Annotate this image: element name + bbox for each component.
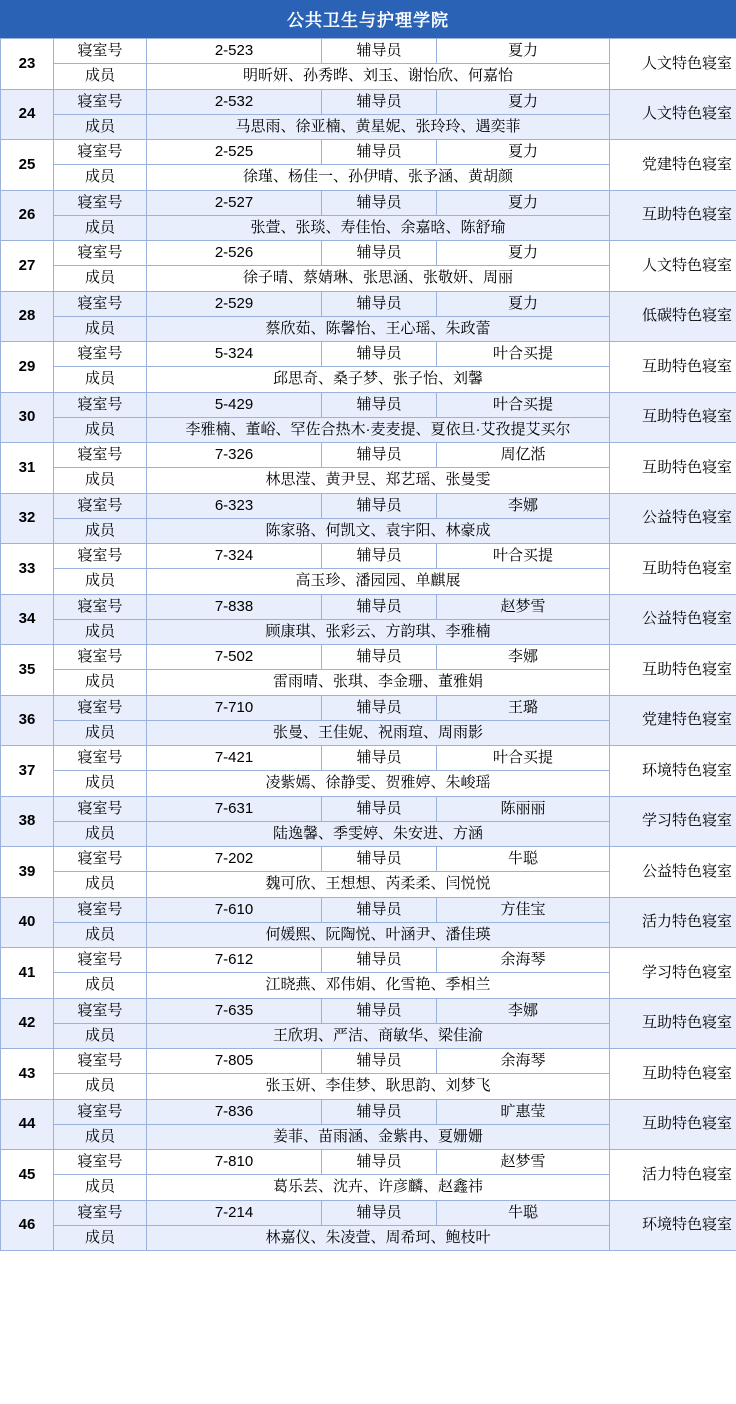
room-label: 寝室号: [54, 342, 147, 367]
dorm-type-badge: 公益特色寝室: [610, 847, 736, 898]
members-list: 雷雨晴、张琪、李金珊、董雅娟: [147, 670, 610, 695]
members-label: 成员: [54, 1023, 147, 1048]
row-index: 25: [1, 140, 54, 191]
table-row: [1, 998, 736, 1023]
members-label: 成员: [54, 64, 147, 89]
dorm-type-badge: 低碳特色寝室: [610, 291, 736, 342]
room-number: 7-612: [147, 948, 322, 973]
row-index: 24: [1, 89, 54, 140]
advisor-name: 叶合买提: [437, 342, 610, 367]
advisor-name: 夏力: [437, 190, 610, 215]
room-label: 寝室号: [54, 645, 147, 670]
advisor-name: 李娜: [437, 645, 610, 670]
room-number: 7-326: [147, 443, 322, 468]
advisor-name: 余海琴: [437, 948, 610, 973]
members-list: 林思滢、黄尹昱、郑艺瑶、张曼雯: [147, 468, 610, 493]
members-label: 成员: [54, 417, 147, 442]
members-list: 王欣玥、严洁、商敏华、梁佳渝: [147, 1023, 610, 1048]
advisor-label: 辅导员: [322, 948, 437, 973]
row-index: 33: [1, 544, 54, 595]
table-row: [1, 291, 736, 316]
room-number: 2-527: [147, 190, 322, 215]
advisor-name: 夏力: [437, 89, 610, 114]
members-list: 魏可欣、王想想、芮柔柔、闫悦悦: [147, 872, 610, 897]
advisor-label: 辅导员: [322, 594, 437, 619]
dorm-type-badge: 互助特色寝室: [610, 1099, 736, 1150]
members-label: 成员: [54, 569, 147, 594]
room-label: 寝室号: [54, 695, 147, 720]
advisor-name: 夏力: [437, 291, 610, 316]
room-label: 寝室号: [54, 594, 147, 619]
members-label: 成员: [54, 114, 147, 139]
members-label: 成员: [54, 316, 147, 341]
room-label: 寝室号: [54, 493, 147, 518]
table-row: [1, 645, 736, 670]
row-index: 30: [1, 392, 54, 443]
room-number: 2-523: [147, 39, 322, 64]
advisor-label: 辅导员: [322, 140, 437, 165]
room-label: 寝室号: [54, 796, 147, 821]
room-number: 7-214: [147, 1200, 322, 1225]
row-index: 45: [1, 1150, 54, 1201]
room-number: 7-838: [147, 594, 322, 619]
dorm-type-badge: 活力特色寝室: [610, 897, 736, 948]
room-label: 寝室号: [54, 544, 147, 569]
advisor-name: 赵梦雪: [437, 1150, 610, 1175]
advisor-name: 叶合买提: [437, 544, 610, 569]
room-label: 寝室号: [54, 1150, 147, 1175]
members-label: 成员: [54, 468, 147, 493]
room-number: 2-525: [147, 140, 322, 165]
roster-body: [1, 39, 736, 1251]
members-label: 成员: [54, 1074, 147, 1099]
room-label: 寝室号: [54, 241, 147, 266]
room-number: 2-529: [147, 291, 322, 316]
members-label: 成员: [54, 771, 147, 796]
dorm-type-badge: 人文特色寝室: [610, 89, 736, 140]
advisor-label: 辅导员: [322, 847, 437, 872]
room-number: 7-805: [147, 1049, 322, 1074]
room-number: 7-202: [147, 847, 322, 872]
room-label: 寝室号: [54, 746, 147, 771]
row-index: 29: [1, 342, 54, 393]
row-index: 39: [1, 847, 54, 898]
room-label: 寝室号: [54, 897, 147, 922]
members-list: 何媛熙、阮陶悦、叶涵尹、潘佳瑛: [147, 922, 610, 947]
room-label: 寝室号: [54, 1049, 147, 1074]
advisor-name: 李娜: [437, 998, 610, 1023]
room-number: 7-810: [147, 1150, 322, 1175]
members-label: 成员: [54, 922, 147, 947]
dorm-type-badge: 互助特色寝室: [610, 342, 736, 393]
advisor-name: 余海琴: [437, 1049, 610, 1074]
advisor-name: 王璐: [437, 695, 610, 720]
row-index: 37: [1, 746, 54, 797]
members-list: 邱思奇、桑子梦、张子怡、刘馨: [147, 367, 610, 392]
advisor-name: 赵梦雪: [437, 594, 610, 619]
dorm-type-badge: 互助特色寝室: [610, 190, 736, 241]
row-index: 46: [1, 1200, 54, 1251]
advisor-name: 方佳宝: [437, 897, 610, 922]
dorm-type-badge: 党建特色寝室: [610, 140, 736, 191]
row-index: 27: [1, 241, 54, 292]
dorm-type-badge: 环境特色寝室: [610, 746, 736, 797]
dorm-type-badge: 学习特色寝室: [610, 796, 736, 847]
table-row: [1, 443, 736, 468]
room-label: 寝室号: [54, 392, 147, 417]
dorm-type-badge: 环境特色寝室: [610, 1200, 736, 1251]
advisor-label: 辅导员: [322, 1049, 437, 1074]
dorm-type-badge: 互助特色寝室: [610, 392, 736, 443]
advisor-name: 周亿湉: [437, 443, 610, 468]
advisor-label: 辅导员: [322, 39, 437, 64]
advisor-name: 叶合买提: [437, 746, 610, 771]
advisor-name: 陈丽丽: [437, 796, 610, 821]
advisor-label: 辅导员: [322, 1150, 437, 1175]
members-list: 李雅楠、董峪、罕佐合热木·麦麦提、夏依旦·艾孜提艾买尔: [147, 417, 610, 442]
members-label: 成员: [54, 670, 147, 695]
table-row: [1, 544, 736, 569]
table-row: [1, 342, 736, 367]
table-row: [1, 746, 736, 771]
room-label: 寝室号: [54, 190, 147, 215]
table-row: [1, 1200, 736, 1225]
room-label: 寝室号: [54, 1200, 147, 1225]
members-list: 张玉妍、李佳梦、耿思韵、刘梦飞: [147, 1074, 610, 1099]
advisor-name: 李娜: [437, 493, 610, 518]
dorm-type-badge: 互助特色寝室: [610, 645, 736, 696]
advisor-name: 叶合买提: [437, 392, 610, 417]
advisor-label: 辅导员: [322, 291, 437, 316]
room-number: 7-502: [147, 645, 322, 670]
advisor-name: 夏力: [437, 241, 610, 266]
room-label: 寝室号: [54, 291, 147, 316]
members-list: 高玉珍、潘园园、单麒展: [147, 569, 610, 594]
table-row: [1, 241, 736, 266]
row-index: 31: [1, 443, 54, 494]
room-number: 2-532: [147, 89, 322, 114]
table-row: [1, 140, 736, 165]
row-index: 26: [1, 190, 54, 241]
advisor-name: 牛聪: [437, 847, 610, 872]
row-index: 32: [1, 493, 54, 544]
members-list: 江晓燕、邓伟娟、化雪艳、季相兰: [147, 973, 610, 998]
row-index: 42: [1, 998, 54, 1049]
room-label: 寝室号: [54, 948, 147, 973]
table-row: [1, 594, 736, 619]
members-list: 姜菲、苗雨涵、金紫冉、夏姗姗: [147, 1124, 610, 1149]
dorm-type-badge: 学习特色寝室: [610, 948, 736, 999]
advisor-label: 辅导员: [322, 1099, 437, 1124]
advisor-label: 辅导员: [322, 1200, 437, 1225]
advisor-label: 辅导员: [322, 493, 437, 518]
row-index: 41: [1, 948, 54, 999]
table-row: [1, 190, 736, 215]
table-row: [1, 89, 736, 114]
room-number: 7-324: [147, 544, 322, 569]
advisor-label: 辅导员: [322, 998, 437, 1023]
row-index: 40: [1, 897, 54, 948]
page-title: 公共卫生与护理学院: [0, 0, 736, 38]
table-row: [1, 39, 736, 64]
members-list: 蔡欣茹、陈馨怡、王心瑶、朱政蕾: [147, 316, 610, 341]
members-list: 张萱、张琰、寿佳怡、余嘉晗、陈舒瑜: [147, 215, 610, 240]
members-label: 成员: [54, 165, 147, 190]
table-row: [1, 796, 736, 821]
room-label: 寝室号: [54, 140, 147, 165]
advisor-label: 辅导员: [322, 544, 437, 569]
advisor-label: 辅导员: [322, 897, 437, 922]
row-index: 23: [1, 39, 54, 90]
members-list: 葛乐芸、沈卉、许彦麟、赵鑫祎: [147, 1175, 610, 1200]
row-index: 28: [1, 291, 54, 342]
advisor-label: 辅导员: [322, 342, 437, 367]
advisor-name: 夏力: [437, 140, 610, 165]
room-number: 7-421: [147, 746, 322, 771]
room-label: 寝室号: [54, 39, 147, 64]
dorm-roster-table: [0, 38, 736, 1251]
members-label: 成员: [54, 973, 147, 998]
table-row: [1, 695, 736, 720]
members-label: 成员: [54, 872, 147, 897]
room-label: 寝室号: [54, 998, 147, 1023]
members-list: 陆逸馨、季雯婷、朱安进、方涵: [147, 821, 610, 846]
members-list: 凌紫嫣、徐静雯、贺雅婷、朱峻瑶: [147, 771, 610, 796]
advisor-label: 辅导员: [322, 443, 437, 468]
advisor-name: 旷惠莹: [437, 1099, 610, 1124]
dorm-type-badge: 公益特色寝室: [610, 493, 736, 544]
dorm-type-badge: 互助特色寝室: [610, 443, 736, 494]
dorm-type-badge: 党建特色寝室: [610, 695, 736, 746]
row-index: 44: [1, 1099, 54, 1150]
advisor-name: 牛聪: [437, 1200, 610, 1225]
dorm-type-badge: 公益特色寝室: [610, 594, 736, 645]
members-list: 马思雨、徐亚楠、黄星妮、张玲玲、遇奕菲: [147, 114, 610, 139]
dorm-type-badge: 人文特色寝室: [610, 241, 736, 292]
advisor-label: 辅导员: [322, 746, 437, 771]
members-list: 明昕妍、孙秀晔、刘玉、谢怡欣、何嘉怡: [147, 64, 610, 89]
room-number: 7-836: [147, 1099, 322, 1124]
room-label: 寝室号: [54, 89, 147, 114]
row-index: 38: [1, 796, 54, 847]
members-label: 成员: [54, 1175, 147, 1200]
members-list: 张曼、王佳妮、祝雨瑄、周雨影: [147, 720, 610, 745]
advisor-label: 辅导员: [322, 796, 437, 821]
room-label: 寝室号: [54, 1099, 147, 1124]
members-label: 成员: [54, 215, 147, 240]
advisor-label: 辅导员: [322, 392, 437, 417]
dorm-type-badge: 互助特色寝室: [610, 544, 736, 595]
dorm-type-badge: 活力特色寝室: [610, 1150, 736, 1201]
table-row: [1, 392, 736, 417]
room-label: 寝室号: [54, 847, 147, 872]
room-number: 7-710: [147, 695, 322, 720]
members-label: 成员: [54, 619, 147, 644]
room-number: 6-323: [147, 493, 322, 518]
room-number: 5-429: [147, 392, 322, 417]
dorm-type-badge: 人文特色寝室: [610, 39, 736, 90]
table-row: [1, 948, 736, 973]
members-label: 成员: [54, 367, 147, 392]
advisor-name: 夏力: [437, 39, 610, 64]
members-list: 陈家骆、何凯文、袁宇阳、林豪成: [147, 518, 610, 543]
members-label: 成员: [54, 1124, 147, 1149]
members-list: 林嘉仪、朱凌萱、周希珂、鲍枝叶: [147, 1225, 610, 1250]
advisor-label: 辅导员: [322, 190, 437, 215]
advisor-label: 辅导员: [322, 695, 437, 720]
room-number: 7-631: [147, 796, 322, 821]
row-index: 34: [1, 594, 54, 645]
row-index: 35: [1, 645, 54, 696]
table-row: [1, 897, 736, 922]
row-index: 36: [1, 695, 54, 746]
members-label: 成员: [54, 720, 147, 745]
table-row: [1, 493, 736, 518]
members-label: 成员: [54, 518, 147, 543]
row-index: 43: [1, 1049, 54, 1100]
dorm-type-badge: 互助特色寝室: [610, 998, 736, 1049]
members-label: 成员: [54, 266, 147, 291]
room-number: 7-635: [147, 998, 322, 1023]
members-list: 徐瑾、杨佳一、孙伊晴、张予涵、黄胡颜: [147, 165, 610, 190]
table-row: [1, 847, 736, 872]
members-list: 徐子晴、蔡婧琳、张思涵、张敬妍、周丽: [147, 266, 610, 291]
room-number: 5-324: [147, 342, 322, 367]
members-label: 成员: [54, 1225, 147, 1250]
room-label: 寝室号: [54, 443, 147, 468]
table-row: [1, 1099, 736, 1124]
advisor-label: 辅导员: [322, 241, 437, 266]
table-row: [1, 1150, 736, 1175]
room-number: 2-526: [147, 241, 322, 266]
room-number: 7-610: [147, 897, 322, 922]
members-label: 成员: [54, 821, 147, 846]
advisor-label: 辅导员: [322, 645, 437, 670]
table-row: [1, 1049, 736, 1074]
dorm-type-badge: 互助特色寝室: [610, 1049, 736, 1100]
advisor-label: 辅导员: [322, 89, 437, 114]
members-list: 顾康琪、张彩云、方韵琪、李雅楠: [147, 619, 610, 644]
